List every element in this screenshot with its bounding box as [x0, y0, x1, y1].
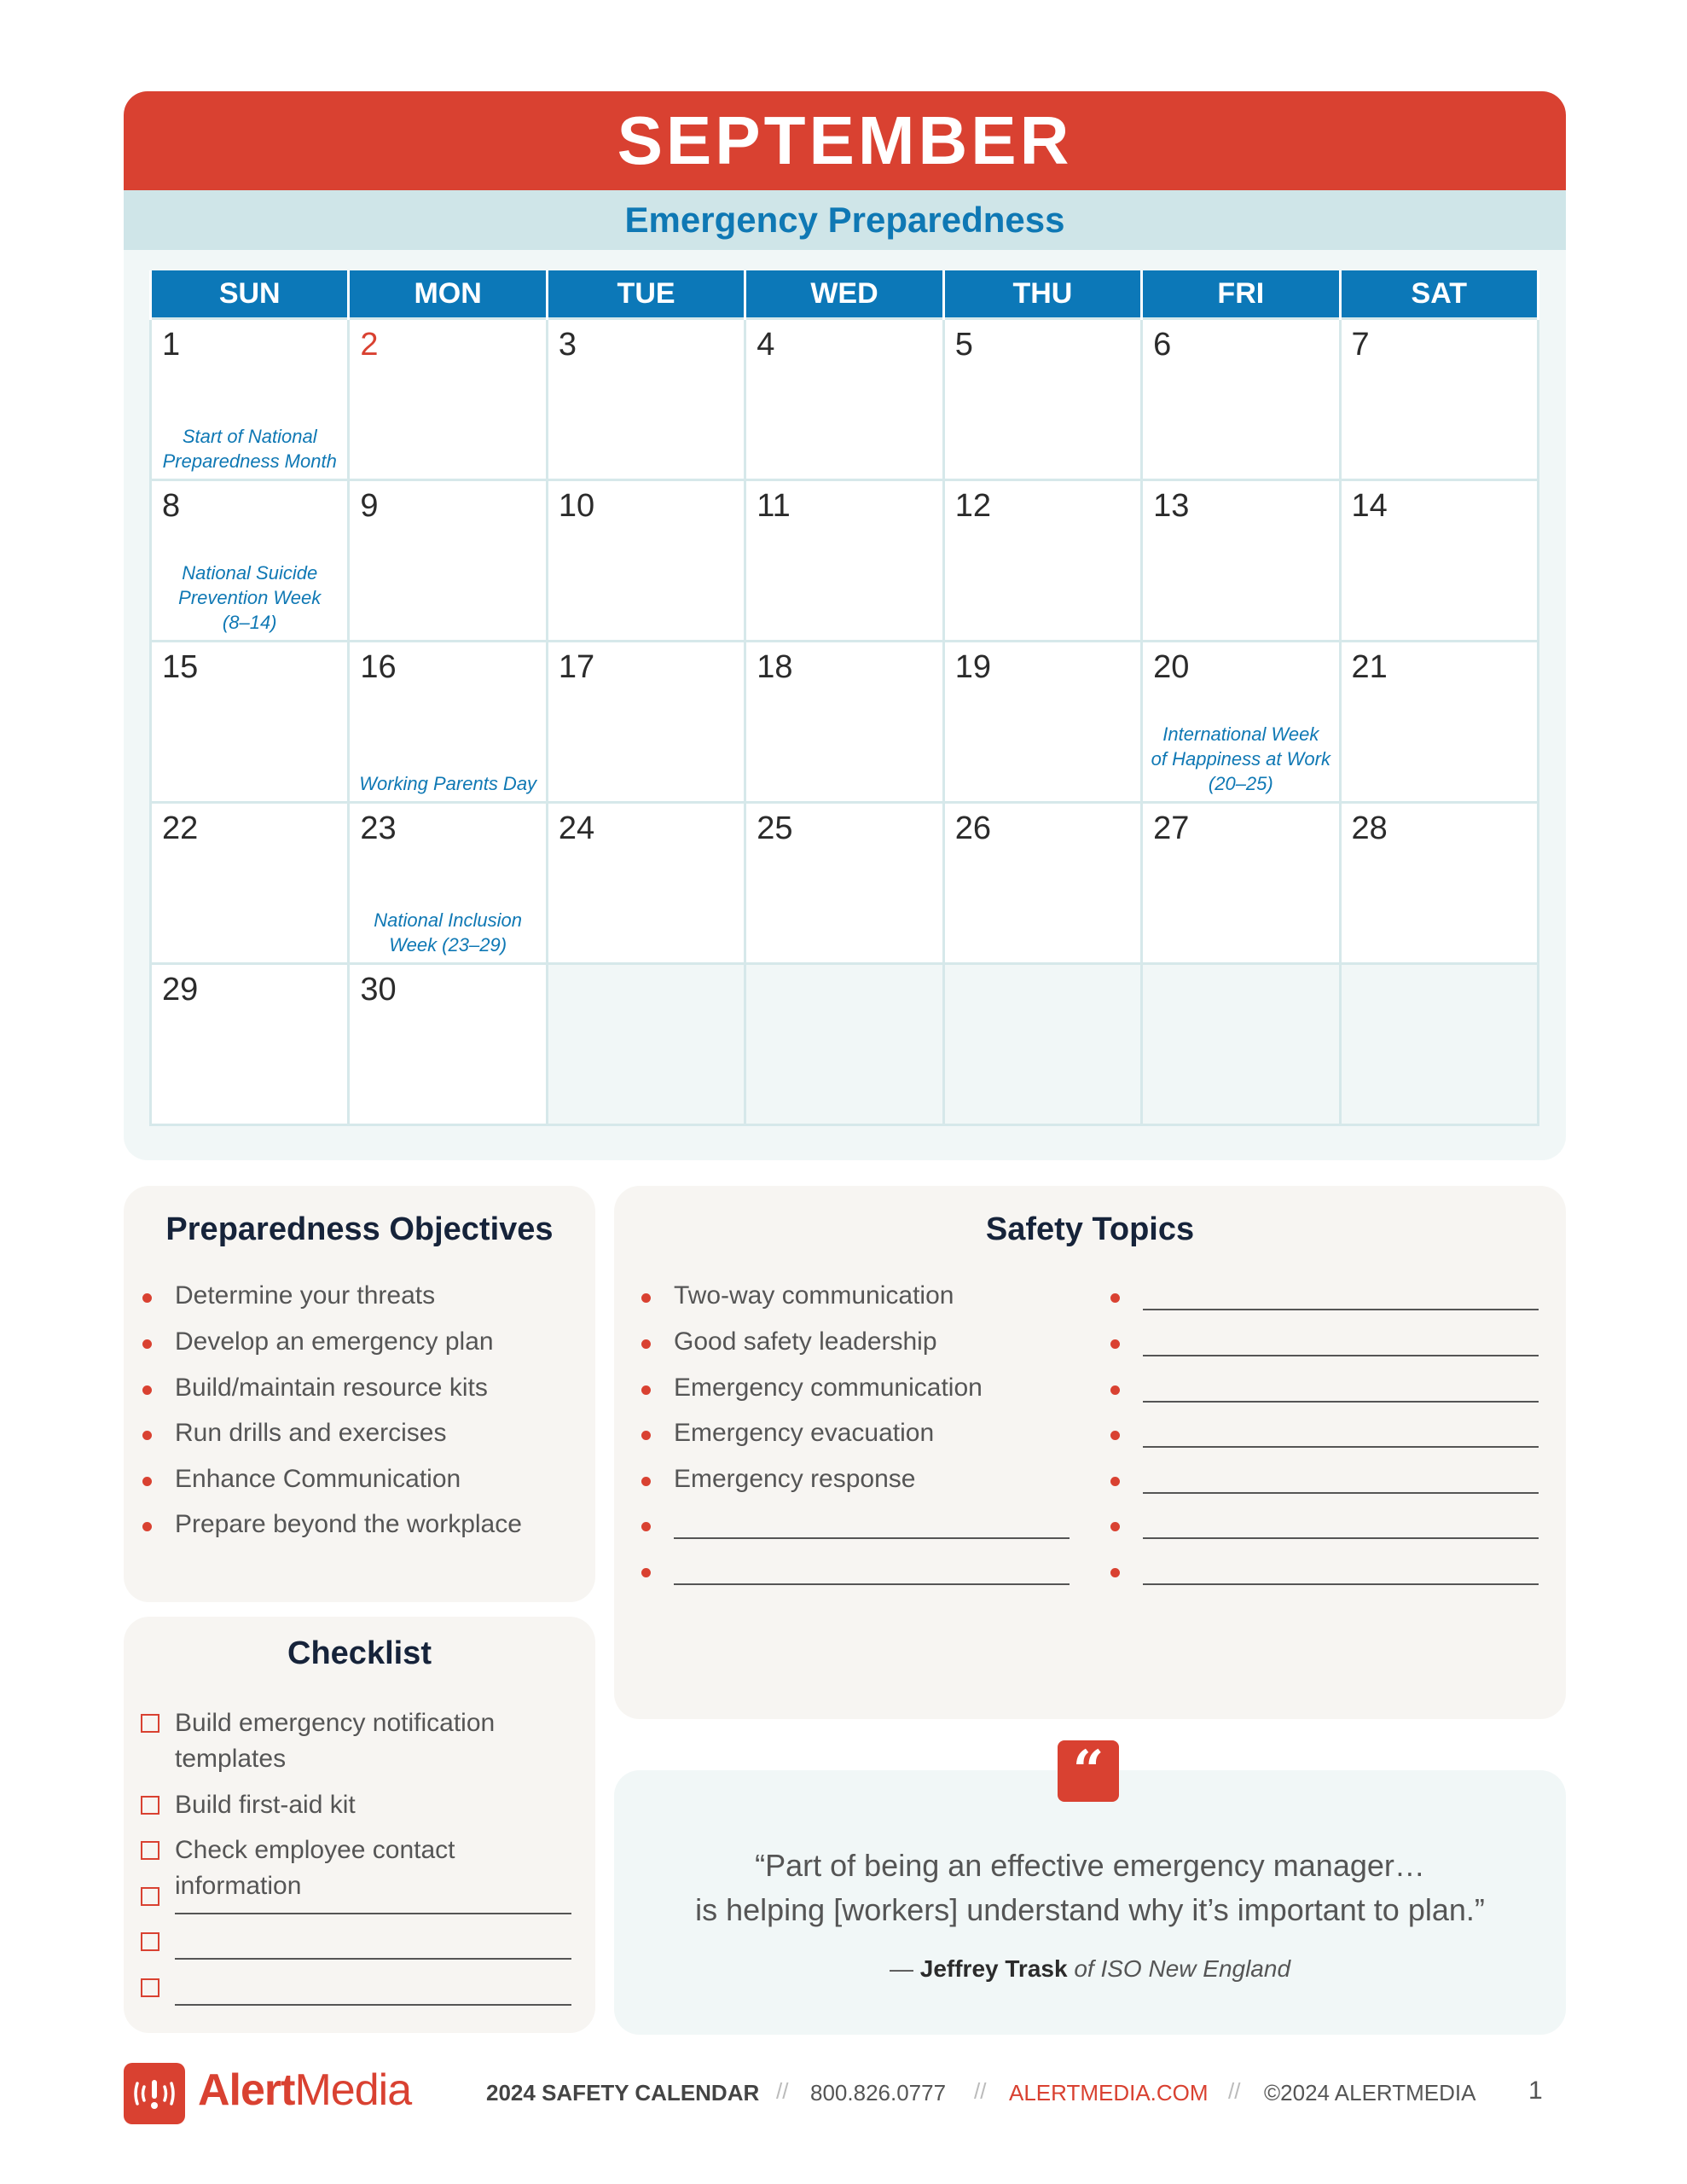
- bullet-icon: [1110, 1477, 1120, 1486]
- day-number: 27: [1153, 810, 1190, 846]
- day-number: 6: [1153, 326, 1172, 363]
- bullet-icon: [641, 1522, 651, 1531]
- calendar-day-cell[interactable]: [745, 318, 943, 479]
- day-number: 4: [757, 326, 775, 363]
- topic-blank-line[interactable]: [1143, 1281, 1539, 1310]
- topic-blank-line[interactable]: [674, 1510, 1070, 1539]
- checklist-blank-line[interactable]: [175, 1970, 571, 2006]
- objective-item: Develop an emergency plan: [175, 1327, 494, 1356]
- checkbox[interactable]: [141, 1887, 159, 1906]
- calendar-day-cell[interactable]: [1340, 479, 1538, 641]
- bullet-icon: [1110, 1568, 1120, 1577]
- day-number: 20: [1153, 648, 1190, 685]
- day-number: 2: [360, 326, 379, 363]
- calendar-day-cell[interactable]: [349, 318, 547, 479]
- calendar-week-row: [151, 641, 1539, 802]
- calendar-day-cell[interactable]: [151, 802, 349, 963]
- calendar-week-row: [151, 318, 1539, 479]
- day-number: 17: [558, 648, 595, 685]
- day-number: 7: [1351, 326, 1370, 363]
- bullet-icon: [641, 1477, 651, 1486]
- bullet-icon: [641, 1339, 651, 1349]
- bullet-icon: [142, 1293, 152, 1303]
- calendar-day-cell[interactable]: [1142, 641, 1340, 802]
- day-event: Start of National Preparedness Month: [162, 425, 337, 472]
- checklist-item[interactable]: Build first-aid kit: [175, 1787, 576, 1823]
- page-number: 1: [1528, 2077, 1543, 2105]
- calendar-week-row: [151, 479, 1539, 641]
- day-number: 15: [162, 648, 199, 685]
- topic-blank-line[interactable]: [1143, 1419, 1539, 1448]
- quote-line-1: “Part of being an effective emergency manager…: [755, 1848, 1425, 1883]
- weekday-mon: MON: [349, 270, 547, 318]
- calendar-grid: [149, 270, 1539, 1126]
- weekday-sat: SAT: [1340, 270, 1538, 318]
- safety-topics-title: Safety Topics: [985, 1211, 1195, 1247]
- calendar-day-cell[interactable]: [745, 641, 943, 802]
- calendar-panel: [124, 91, 1566, 1160]
- checklist-blank-line[interactable]: [175, 1879, 571, 1914]
- theme-title: Emergency Preparedness: [124, 190, 1566, 250]
- day-number: 13: [1153, 487, 1190, 524]
- topic-item: Good safety leadership: [674, 1327, 937, 1356]
- checklist-item[interactable]: Build emergency notification templates: [175, 1705, 576, 1777]
- day-number: 3: [558, 326, 577, 363]
- objective-item: Run drills and exercises: [175, 1419, 446, 1448]
- weekday-header-row: [151, 270, 1539, 318]
- calendar-day-cell[interactable]: [151, 963, 349, 1124]
- calendar-day-cell[interactable]: [151, 641, 349, 802]
- day-number: 14: [1351, 487, 1388, 524]
- day-event: National Inclusion Week (23–29): [374, 909, 522, 956]
- topic-item: Emergency response: [674, 1465, 915, 1494]
- checkbox[interactable]: [141, 1714, 159, 1733]
- calendar-empty-cell: [745, 963, 943, 1124]
- day-event: Working Parents Day: [359, 772, 537, 794]
- bullet-icon: [1110, 1293, 1120, 1303]
- calendar-day-cell[interactable]: [547, 802, 745, 963]
- calendar-day-cell[interactable]: [1340, 318, 1538, 479]
- calendar-week-row: [151, 802, 1539, 963]
- calendar-day-cell[interactable]: [943, 479, 1141, 641]
- checkbox[interactable]: [141, 1978, 159, 1997]
- day-number: 5: [954, 326, 973, 363]
- calendar-day-cell[interactable]: [547, 641, 745, 802]
- bullet-icon: [142, 1477, 152, 1486]
- day-number: 23: [360, 810, 397, 846]
- footer-separator: //: [974, 2078, 987, 2104]
- footer-separator: //: [776, 2078, 789, 2104]
- day-number: 16: [360, 648, 397, 685]
- day-number: 22: [162, 810, 199, 846]
- day-number: 28: [1351, 810, 1388, 846]
- calendar-day-cell[interactable]: [349, 479, 547, 641]
- alert-megaphone-icon: [124, 2063, 185, 2124]
- quote-icon: “: [1058, 1740, 1119, 1802]
- bullet-icon: [142, 1431, 152, 1440]
- footer-website-link[interactable]: ALERTMEDIA.COM: [1009, 2080, 1209, 2106]
- topic-item: Emergency communication: [674, 1374, 983, 1403]
- day-number: 29: [162, 971, 199, 1008]
- bullet-icon: [1110, 1385, 1120, 1395]
- bullet-icon: [641, 1431, 651, 1440]
- bullet-icon: [641, 1293, 651, 1303]
- topic-blank-line[interactable]: [1143, 1374, 1539, 1403]
- safety-topics-card: [614, 1186, 1566, 1719]
- checkbox[interactable]: [141, 1796, 159, 1815]
- checklist-card: [124, 1617, 595, 2033]
- calendar-empty-cell: [943, 963, 1141, 1124]
- footer-separator: //: [1228, 2078, 1241, 2104]
- bullet-icon: [641, 1568, 651, 1577]
- brand-logo[interactable]: AlertMedia: [198, 2065, 412, 2115]
- footer-title: 2024 SAFETY CALENDAR: [486, 2080, 760, 2106]
- bullet-icon: [142, 1522, 152, 1531]
- day-number: 18: [757, 648, 793, 685]
- calendar-day-cell[interactable]: [1142, 479, 1340, 641]
- calendar-day-cell[interactable]: [1142, 318, 1340, 479]
- weekday-wed: WED: [745, 270, 943, 318]
- day-number: 1: [162, 326, 181, 363]
- bullet-icon: [142, 1385, 152, 1395]
- objective-item: Enhance Communication: [175, 1465, 461, 1494]
- calendar-day-cell[interactable]: [151, 479, 349, 641]
- calendar-day-cell[interactable]: [547, 318, 745, 479]
- objective-item: Build/maintain resource kits: [175, 1374, 488, 1403]
- calendar-day-cell[interactable]: [1142, 802, 1340, 963]
- quote-author: Jeffrey Trask: [919, 1955, 1068, 1982]
- calendar-week-row: [151, 963, 1539, 1124]
- checklist-title: Checklist: [287, 1635, 432, 1671]
- calendar-day-cell[interactable]: [349, 963, 547, 1124]
- day-number: 25: [757, 810, 793, 846]
- footer-copyright: ©2024 ALERTMEDIA: [1264, 2080, 1476, 2106]
- topic-blank-line[interactable]: [1143, 1510, 1539, 1539]
- topic-item: Emergency evacuation: [674, 1419, 934, 1448]
- topic-item: Two-way communication: [674, 1281, 954, 1310]
- day-event: International Week of Happiness at Work (20–25): [1151, 723, 1330, 794]
- weekday-fri: FRI: [1142, 270, 1340, 318]
- footer-phone[interactable]: 800.826.0777: [810, 2080, 947, 2106]
- checklist-item[interactable]: Check employee contact information: [175, 1833, 584, 1904]
- day-number: 30: [360, 971, 397, 1008]
- calendar-day-cell[interactable]: [943, 802, 1141, 963]
- topic-blank-line[interactable]: [1143, 1465, 1539, 1494]
- objective-item: Prepare beyond the workplace: [175, 1510, 522, 1539]
- day-number: 12: [954, 487, 991, 524]
- calendar-day-cell[interactable]: [349, 641, 547, 802]
- calendar-day-cell[interactable]: [151, 318, 349, 479]
- objectives-title: Preparedness Objectives: [165, 1211, 554, 1247]
- topic-blank-line[interactable]: [1143, 1556, 1539, 1585]
- calendar-day-cell[interactable]: [745, 479, 943, 641]
- bullet-icon: [142, 1339, 152, 1349]
- bullet-icon: [641, 1385, 651, 1395]
- bullet-icon: [1110, 1339, 1120, 1349]
- objective-item: Determine your threats: [175, 1281, 435, 1310]
- day-number: 8: [162, 487, 181, 524]
- bullet-icon: [1110, 1522, 1120, 1531]
- topic-blank-line[interactable]: [1143, 1327, 1539, 1356]
- checklist-blank-line[interactable]: [175, 1924, 571, 1960]
- calendar-day-cell[interactable]: [745, 802, 943, 963]
- weekday-sun: SUN: [151, 270, 349, 318]
- day-number: 21: [1351, 648, 1388, 685]
- bullet-icon: [1110, 1431, 1120, 1440]
- quote-line-2: is helping [workers] understand why it’s important to plan.”: [695, 1892, 1485, 1927]
- day-number: 10: [558, 487, 595, 524]
- day-number: 26: [954, 810, 991, 846]
- day-event: National Suicide Prevention Week (8–14): [178, 561, 322, 633]
- objectives-card: [124, 1186, 595, 1602]
- calendar-day-cell[interactable]: [547, 479, 745, 641]
- weekday-thu: THU: [943, 270, 1141, 318]
- checkbox[interactable]: [141, 1841, 159, 1860]
- quote-attribution: — Jeffrey Trask of ISO New England: [889, 1955, 1291, 1982]
- calendar-day-cell[interactable]: [349, 802, 547, 963]
- calendar-empty-cell: [547, 963, 745, 1124]
- calendar-day-cell[interactable]: [943, 641, 1141, 802]
- calendar-empty-cell: [1340, 963, 1538, 1124]
- quote-affiliation: of ISO New England: [1067, 1955, 1291, 1982]
- day-number: 11: [757, 487, 791, 524]
- calendar-empty-cell: [1142, 963, 1340, 1124]
- calendar-day-cell[interactable]: [1340, 641, 1538, 802]
- day-number: 24: [558, 810, 595, 846]
- month-title: SEPTEMBER: [124, 91, 1566, 190]
- topic-blank-line[interactable]: [674, 1556, 1070, 1585]
- day-number: 19: [954, 648, 991, 685]
- calendar-day-cell[interactable]: [1340, 802, 1538, 963]
- day-number: 9: [360, 487, 379, 524]
- calendar-day-cell[interactable]: [943, 318, 1141, 479]
- checkbox[interactable]: [141, 1932, 159, 1951]
- weekday-tue: TUE: [547, 270, 745, 318]
